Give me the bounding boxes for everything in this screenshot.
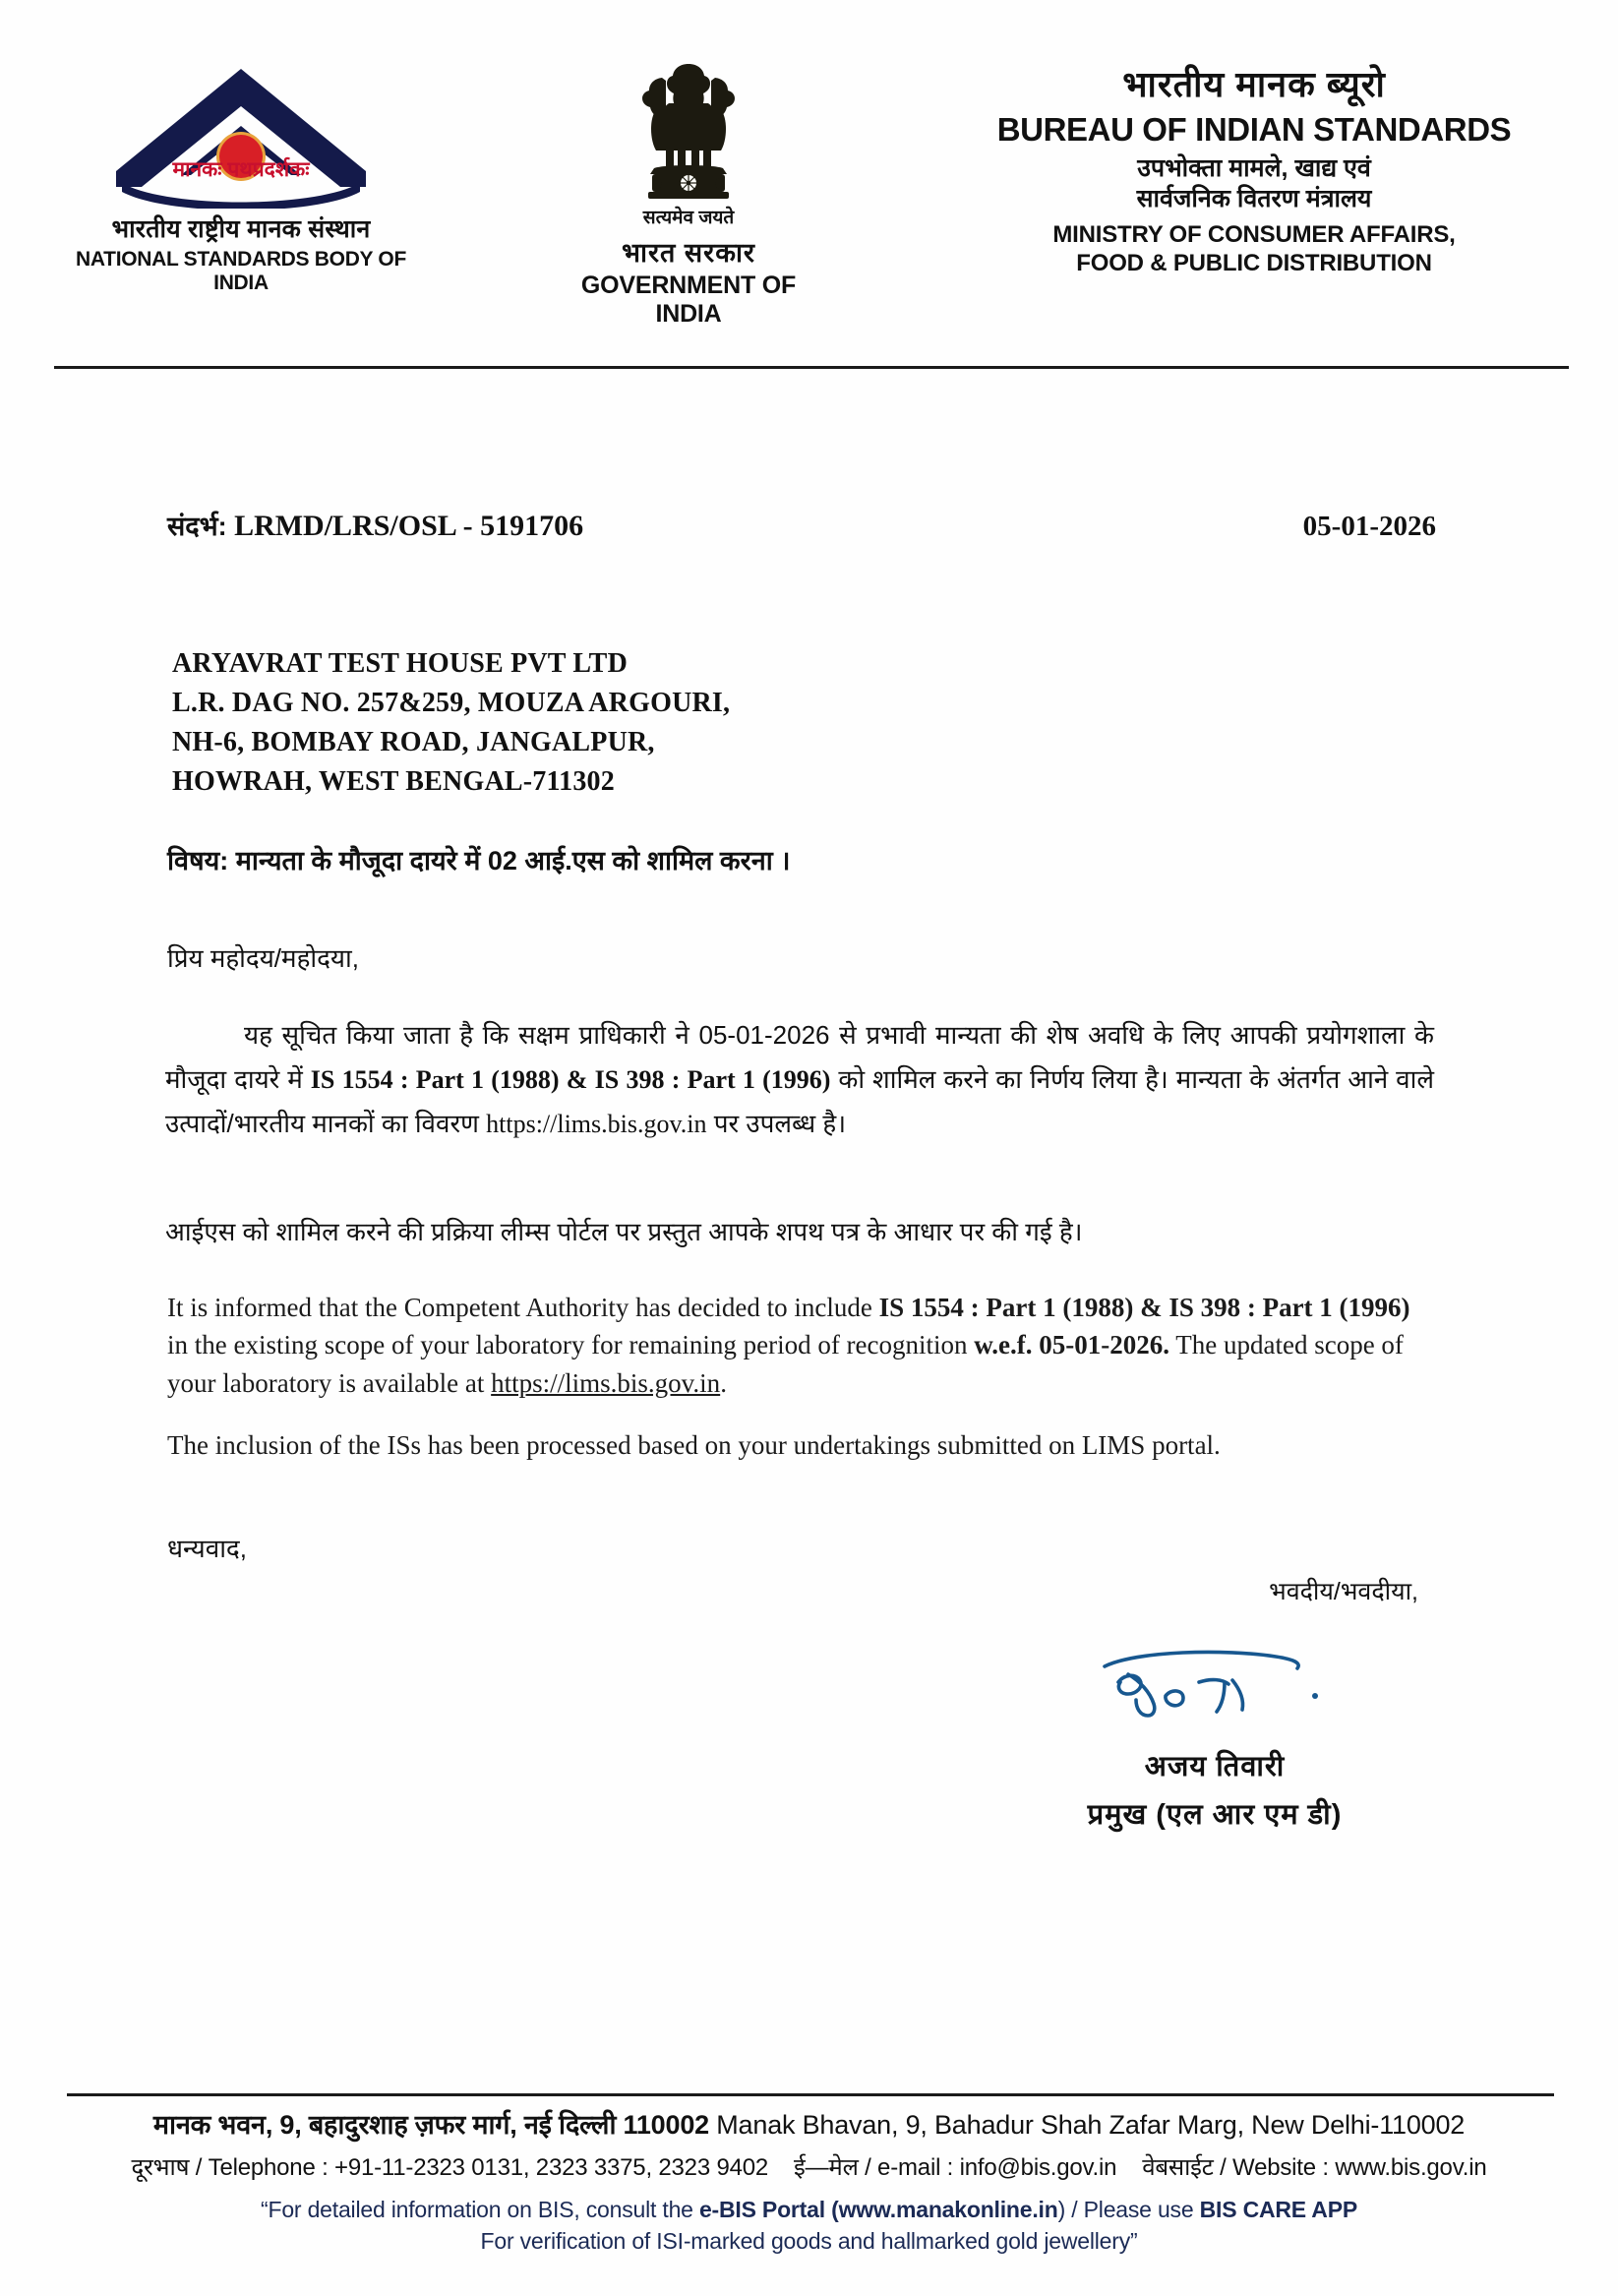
handwritten-signature xyxy=(993,1635,1436,1728)
ministry-hindi-line-1: उपभोक्ता मामले, खाद्य एवं xyxy=(1137,154,1371,182)
government-of-india-english: GOVERNMENT OF INDIA xyxy=(580,272,797,328)
footer-website[interactable]: वेबसाईट / Website : www.bis.gov.in xyxy=(1142,2154,1487,2181)
english-p1-part-a: It is informed that the Competent Authority has decided to include xyxy=(167,1293,879,1322)
bis-logo-icon xyxy=(108,61,374,209)
ashoka-emblem-icon xyxy=(551,47,826,200)
english-p1-standards: IS 1554 : Part 1 (1988) & IS 398 : Part 1 (1996) xyxy=(878,1293,1410,1322)
bis-logo-hindi-label: भारतीय राष्ट्रीय मानक संस्थान xyxy=(111,215,371,243)
hindi-p1-standards: IS 1554 : Part 1 (1988) & IS 398 : Part 1 (1996) xyxy=(310,1064,831,1094)
address-line: L.R. DAG NO. 257&259, MOUZA ARGOURI, xyxy=(172,688,731,719)
footer-note-part-a: “For detailed information on BIS, consult the xyxy=(261,2197,699,2222)
bis-logo-block xyxy=(54,61,428,295)
letter-date: 05-01-2026 xyxy=(1302,511,1436,542)
footer-divider xyxy=(67,2093,1554,2096)
english-p1-part-c: The updated scope of your laboratory is available at xyxy=(167,1330,1404,1398)
address-line: NH-6, BOMBAY ROAD, JANGALPUR, xyxy=(172,727,655,758)
hindi-paragraph-2: आईएस को शामिल करने की प्रक्रिया लीम्स पोर्टल पर प्रस्तुत आपके शपथ पत्र के आधार पर की गई है। xyxy=(165,1217,1083,1246)
ministry-english-line-2: FOOD & PUBLIC DISTRIBUTION xyxy=(1076,249,1432,276)
signatory-name: अजय तिवारी xyxy=(1144,1751,1286,1782)
hindi-p1-part-c: पर उपलब्ध है। xyxy=(706,1109,847,1139)
signature-block xyxy=(993,1574,1436,1833)
bis-title-hindi: भारतीय मानक ब्यूरो xyxy=(1122,64,1386,104)
satyamev-jayate-text: सत्यमेव जयते xyxy=(642,208,735,228)
footer-contact-line xyxy=(0,2150,1618,2183)
footer-address-line xyxy=(0,2105,1618,2142)
recipient-address xyxy=(172,644,730,802)
footer-email[interactable]: ई—मेल / e-mail : info@bis.gov.in xyxy=(794,2154,1117,2181)
letterhead-header xyxy=(0,0,1618,364)
address-line: ARYAVRAT TEST HOUSE PVT LTD xyxy=(172,648,628,679)
hindi-p1-part-b: को शामिल करने का निर्णय लिया है। मान्यता के अंतर्गत आने वाले उत्पादों/भारतीय मानकों का विवरण xyxy=(165,1063,1434,1139)
ministry-hindi-line-2: सार्वजनिक वितरण मंत्रालय xyxy=(1136,185,1372,213)
reference-value: LRMD/LRS/OSL - 5191706 xyxy=(234,510,584,542)
address-line: HOWRAH, WEST BENGAL-711302 xyxy=(172,766,615,798)
english-paragraph-1 xyxy=(167,1289,1436,1402)
hindi-p1-part-a: यह सूचित किया जाता है कि सक्षम प्राधिकारी ने 05-01-2026 से प्रभावी मान्यता की शेष अवधि के लिए आपकी प्रयोगशाला के मौजूदा दायरे में xyxy=(165,1020,1434,1094)
ministry-english-line-1: MINISTRY OF CONSUMER AFFAIRS, xyxy=(1052,220,1456,248)
thanks-text: धन्यवाद, xyxy=(167,1534,247,1563)
yours-sincerely-text: भवदीय/भवदीया, xyxy=(1269,1578,1418,1605)
hindi-paragraph-1 xyxy=(165,1013,1434,1147)
bis-motto: मानकः पथप्रदर्शकः xyxy=(172,158,310,181)
hindi-p1-lims-url[interactable]: https://lims.bis.gov.in xyxy=(486,1110,707,1139)
header-divider xyxy=(54,366,1569,369)
signatory-designation: प्रमुख (एल आर एम डी) xyxy=(1087,1799,1343,1831)
ministry-block xyxy=(934,59,1574,277)
letterhead-footer xyxy=(0,2105,1618,2255)
national-emblem-block xyxy=(551,47,826,329)
footer-note-part-b: ) / Please use xyxy=(1057,2197,1200,2222)
english-p1-part-d: . xyxy=(720,1367,727,1398)
reference-label: संदर्भ: xyxy=(167,512,227,541)
english-p1-lims-url[interactable]: https://lims.bis.gov.in xyxy=(491,1367,721,1398)
footer-note-line-2: For verification of ISI-marked goods and hallmarked gold jewellery” xyxy=(480,2228,1138,2254)
footer-address-english: Manak Bhavan, 9, Bahadur Shah Zafar Marg, New Delhi-110002 xyxy=(716,2110,1466,2140)
english-paragraph-2: The inclusion of the ISs has been processed based on your undertakings submitted on LIMS portal. xyxy=(167,1430,1221,1460)
footer-bis-care-app: BIS CARE APP xyxy=(1199,2197,1357,2222)
bis-title-english: BUREAU OF INDIAN STANDARDS xyxy=(996,111,1512,148)
reference-row xyxy=(167,507,1436,543)
bis-logo-english-label: NATIONAL STANDARDS BODY OF INDIA xyxy=(76,248,406,294)
footer-note-line-1 xyxy=(0,2197,1618,2223)
subject-line: विषय: मान्यता के मौजूदा दायरे में 02 आई.एस को शामिल करना । xyxy=(167,846,791,876)
salutation: प्रिय महोदय/महोदया, xyxy=(167,943,359,973)
footer-ebis-portal[interactable]: e-BIS Portal (www.manakonline.in xyxy=(698,2197,1058,2222)
footer-address-hindi: मानक भवन, 9, बहादुरशाह ज़फर मार्ग, नई दिल्ली 110002 xyxy=(152,2110,709,2140)
english-p1-part-b: in the existing scope of your laboratory for remaining period of recognition xyxy=(167,1330,975,1360)
government-of-india-hindi: भारत सरकार xyxy=(622,238,755,268)
reference-number xyxy=(167,507,583,543)
footer-telephone: दूरभाष / Telephone : +91-11-2323 0131, 2323 3375, 2323 9402 xyxy=(131,2154,769,2181)
english-p1-wef-date: w.e.f. 05-01-2026. xyxy=(974,1330,1169,1360)
